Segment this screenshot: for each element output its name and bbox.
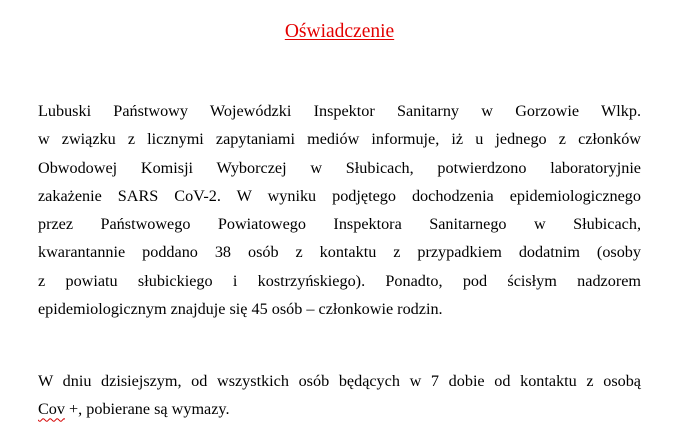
paragraph-1-line: przez Państwowego Powiatowego Inspektora Sanitarnego w Słubicach,	[38, 215, 641, 234]
paragraph-1-line: Lubuski Państwowy Wojewódzki Inspektor Sanitarny w Gorzowie Wlkp.	[38, 102, 641, 120]
paragraph-1	[38, 97, 641, 323]
document-title: Oświadczenie	[284, 21, 395, 42]
paragraph-1-line: w związku z licznymi zapytaniami mediów informuje, iż u jednego z członków	[38, 130, 641, 149]
paragraph-2-line	[38, 395, 641, 423]
paragraph-1-line: Obwodowej Komisji Wyborczej w Słubicach, potwierdzono laboratoryjnie	[38, 158, 641, 177]
paragraph-2	[38, 367, 641, 424]
paragraph-1-line: zakażenie SARS CoV-2. W wyniku podjętego dochodzenia epidemiologicznego	[38, 186, 641, 205]
paragraph-2-line: W dniu dzisiejszym, od wszystkich osób będących w 7 dobie od kontaktu z osobą	[38, 372, 641, 390]
paragraph-2-line-rest: +, pobierane są wymazy.	[65, 400, 230, 419]
paragraph-1-line: z powiatu słubickiego i kostrzyńskiego). Ponadto, pod ścisłym nadzorem	[38, 271, 641, 290]
paragraph-1-line: epidemiologicznym znajduje się 45 osób – członkowie rodzin.	[38, 300, 443, 319]
spellcheck-flagged-word[interactable]: Cov	[38, 400, 65, 419]
paragraph-1-line: kwarantannie poddano 38 osób z kontaktu z przypadkiem dodatnim (osoby	[38, 243, 641, 262]
